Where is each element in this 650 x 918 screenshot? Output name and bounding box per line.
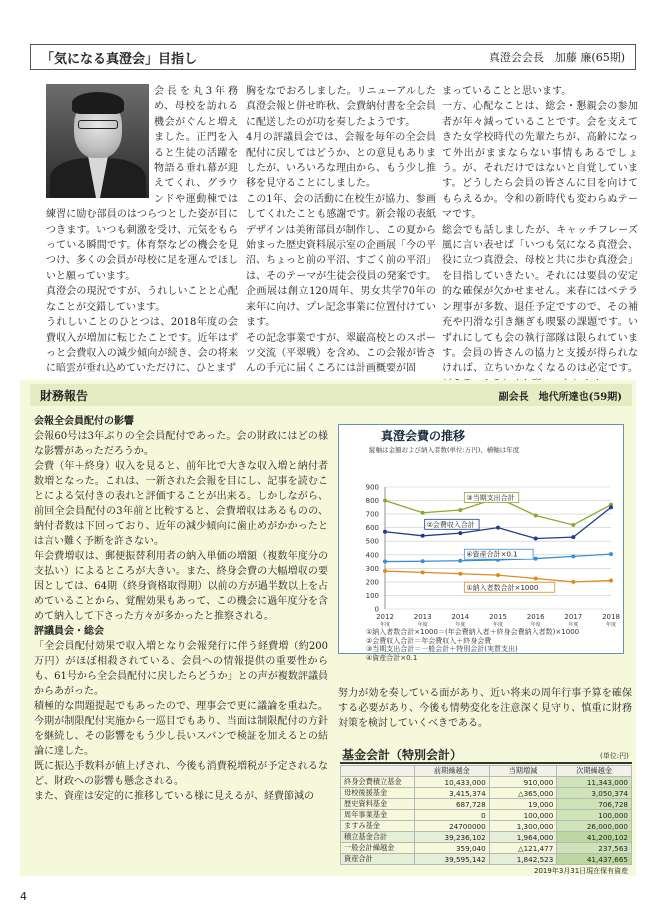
paragraph: 会費（年＋終身）収入を見ると、前年比で大きな収入増と納付者数増となった。これは、一新された会報を目にし、記事を読むことによる気付きの表れと評価することが出来る。しかしながら、前回全会員配付の3年前と比較すると、会費増収はあるものの、納付者数は下回っており、近年の減少傾向に歯止めがかかったとは言い難く予断を許さない。 (34, 461, 328, 547)
table-row (341, 843, 632, 854)
x-tick-label: 年度 (530, 622, 541, 628)
finance-subheading: 会報全会員配付の影響 (34, 416, 134, 427)
table-cell: 237,563 (557, 843, 632, 854)
y-tick-label: 200 (365, 578, 379, 587)
table-cell: 3,050,374 (557, 788, 632, 799)
series-label: ④資産合計×0.1 (466, 550, 518, 559)
paragraph: 積極的な問題提起でもあったので、理事会で更に議論を重ねた。今期が制限配付実施から一巡目でもあり、当面は制限配付の方針を継続し、その影響をもう少し長いスパンで検証を加えるとの結論に達した。 (34, 701, 328, 757)
table-cell: 39,236,102 (415, 832, 490, 843)
article-header (30, 44, 636, 70)
data-point (534, 537, 538, 541)
x-tick-label: 2018 (602, 613, 620, 621)
paragraph: 4月の評議員会では、会報を毎年の全会員配付に戻してはどうか、との意見もありましたが、いろいろな理由から、もう少し推移を見守ることにしました。 (246, 132, 436, 190)
table-header: 次期繰越金 (557, 766, 632, 777)
table-cell: 687,728 (415, 799, 490, 810)
data-point (496, 573, 500, 577)
chart-svg (339, 425, 625, 655)
finance-right-text: 努力が効を奏している面があり、近い将来の周年行事予算を確保する必要があり、今後も情勢変化を注意深く見守り、慎重に財務対策を検討していくべきである。 (338, 688, 632, 729)
table-row (341, 777, 632, 788)
data-point (421, 534, 425, 538)
y-tick-label: 600 (365, 524, 379, 533)
data-point (383, 499, 387, 503)
table-row (341, 788, 632, 799)
table-row (341, 799, 632, 810)
table-cell: 100,000 (489, 810, 557, 821)
finance-header (30, 384, 632, 406)
finance-author: 副会長 地代所達也(59期) (498, 391, 622, 403)
x-tick-label: 年度 (568, 622, 579, 628)
table-row-label: ますみ基金 (341, 821, 415, 832)
paragraph: 一方、心配なことは、総会・懇親会の参加者が年々減っていることです。会を支えてきた女学校時代の先輩たちが、高齢になって外出がままならない事情もあるでしょう。が、それだけではないと自覚しています。どうしたら会員の皆さんに目を向けてもらえるか。令和の新時代も変わらぬテーマです。 (442, 101, 638, 221)
table-cell: 1,842,523 (489, 854, 557, 865)
article-author: 真澄会会長 加藤 廉(65期) (488, 51, 625, 64)
page-number: 4 (20, 890, 27, 903)
table-row (341, 821, 632, 832)
finance-left-column (34, 414, 328, 804)
table-row-label: 積立基金合計 (341, 832, 415, 843)
table-row-label: 一般会計繰越金 (341, 843, 415, 854)
fee-trend-chart (338, 424, 624, 654)
chart-subtitle: 縦軸は金額および納入者数(単位:万円)、横軸は年度 (369, 446, 520, 454)
data-point (609, 579, 613, 583)
paragraph: 真澄会の現況ですが、うれしいことと心配なことが交錯しています。 (46, 286, 238, 313)
y-tick-label: 100 (365, 591, 379, 600)
table-cell: 910,000 (489, 777, 557, 788)
x-tick-label: 2012 (376, 613, 394, 621)
table-row-label: 資産合計 (341, 854, 415, 865)
finance-subheading: 評議員会・総会 (34, 626, 104, 637)
data-point (534, 513, 538, 517)
fund-table-title: 基金会計（特別会計） (342, 748, 463, 762)
paragraph: うれしいことのひとつは、2018年度の会費収入が増加に転じたことです。近年はずっと会費収入の減少傾向が続き、会の将来に暗雲が垂れ込めていただけに、ひとまず (46, 317, 238, 375)
data-point (534, 557, 538, 561)
y-tick-label: 400 (365, 551, 379, 560)
table-row-label: 母校後援基金 (341, 788, 415, 799)
data-point (458, 508, 462, 512)
data-point (571, 554, 575, 558)
table-header: 当期増減 (489, 766, 557, 777)
data-point (571, 535, 575, 539)
finance-title: 財務報告 (40, 388, 89, 403)
table-row-label: 周年事業基金 (341, 810, 415, 821)
table-cell: 26,000,000 (557, 821, 632, 832)
table-row-label: 歴史資料基金 (341, 799, 415, 810)
table-cell: 706,728 (557, 799, 632, 810)
fund-table-unit: (単位:円) (600, 752, 629, 760)
table-cell: 41,437,665 (557, 854, 632, 865)
paragraph: 既に振込手数料が値上げされ、今後も消費税増税が予定されるなど、財政への影響も懸念される。 (34, 761, 328, 787)
paragraph: その記念事業ですが、翠巌高校とのスポーツ交流（平翠戦）を含め、この会報が皆さんの手元に届くころには計画概要が固 (246, 332, 436, 375)
x-tick-label: 2015 (489, 613, 507, 621)
x-tick-label: 2016 (526, 613, 545, 621)
x-tick-label: 2017 (564, 613, 583, 621)
table-row (341, 810, 632, 821)
chart-note: ④資産合計×0.1 (366, 653, 418, 662)
data-point (571, 580, 575, 584)
data-point (458, 531, 462, 535)
x-tick-label: 年度 (455, 622, 466, 628)
y-tick-label: 700 (365, 510, 379, 519)
data-point (421, 559, 425, 563)
table-cell: 19,000 (489, 799, 557, 810)
data-point (383, 569, 387, 573)
chart-notes (366, 628, 579, 662)
chart-note: ③当期支出合計＝一般会計＋特別会計(実質支出) (366, 645, 518, 654)
chart-note: ①納入者数合計×1000＝(年会費納入者＋終身会費納入者数)×1000 (366, 628, 580, 636)
article-column-1 (46, 84, 238, 377)
table-row-label: 終身会費積立基金 (341, 777, 415, 788)
x-tick-label: 年度 (605, 622, 617, 628)
x-tick-label: 年度 (417, 622, 428, 628)
table-cell: 1,964,000 (489, 832, 557, 843)
y-tick-label: 0 (374, 605, 379, 614)
table-cell: 0 (415, 810, 490, 821)
paragraph: 総会でも話しましたが、キャッチフレーズ風に言い表せば「いつも気になる真澄会、役に立つ真澄会、母校と共に歩む真澄会」を目指していきたい。それには要員の安定的な確保が欠かせません。来春にはベテラン理事が多数、退任予定ですので、その補充や円滑な引き継ぎも喫緊の課題です。いずれにしても会の執行部隊は限られています。会員の皆さんの協力と支援が得られなければ、立ちいかなくなるのは必定です。 (442, 224, 638, 375)
table-cell: 3,415,374 (415, 788, 490, 799)
y-tick-label: 800 (365, 497, 379, 506)
table-cell: 1,300,000 (489, 821, 557, 832)
y-tick-label: 300 (365, 564, 379, 573)
data-point (383, 560, 387, 564)
series-label: ①納入者数合計×1000 (466, 583, 539, 592)
paragraph: 年会費増収は、郵便振替利用者の納入単価の増額（複数年度分の支払い）によるところが大きい。また、終身会費の大幅増収の要因としては、64期（終身資格取得期）以前の方が過半数以上を占めていることから、覚醒効果もあって、この機会に過年度分を含めて納入して下さった方々が多かったと推察される。 (34, 551, 328, 622)
article-title: 「気になる真澄会」目指し (41, 51, 198, 67)
table-cell: 11,343,000 (557, 777, 632, 788)
data-point (421, 511, 425, 515)
data-point (421, 570, 425, 574)
x-tick-label: 年度 (379, 622, 391, 628)
table-cell: 41,200,102 (557, 832, 632, 843)
table-cell: △365,000 (489, 788, 557, 799)
paragraph: まっていることと思います。 (442, 86, 572, 97)
data-point (534, 577, 538, 581)
x-tick-label: 2013 (413, 613, 432, 621)
data-point (458, 559, 462, 563)
table-row (341, 854, 632, 865)
paragraph: 会長を丸3年務め、母校を訪れる機会がぐんと増えました。正門を入ると生徒の活躍を物語る垂れ幕が迎えてくれ、グラウンドや運動棟では練習に励む部員のはつらつとした姿が目につきます。いつも刺激を受け、元気をもらっている瞬間です。体育祭などの機会を見つけ、多くの会員が母校に足を運んでほしいと願っています。 (46, 86, 238, 282)
table-cell: 359,040 (415, 843, 490, 854)
chart-title: 真澄会費の推移 (381, 429, 466, 443)
table-cell: 100,000 (557, 810, 632, 821)
paragraph: この1年、会の活動に在校生が協力、参画してくれたことも感謝です。新会報の表紙デザインは美術部員が制作し、この夏から始まった歴史資料展示室の企画展「今の平沼、ちょっと前の平沼、すごく前の平沼」は、そのテーマが生徒会役員の発案です。企画展は創立120周年、男女共学70年の来年に向け、プレ記念事業に位置付けています。 (246, 193, 436, 329)
series-label: ②会費収入合計 (426, 520, 475, 529)
data-point (458, 572, 462, 576)
data-point (609, 505, 613, 509)
fund-table (340, 765, 632, 865)
table-header: 前期繰越金 (415, 766, 490, 777)
table-cell: 10,433,000 (415, 777, 490, 788)
x-tick-label: 2014 (451, 613, 470, 621)
series-label: ③当期支出合計 (466, 494, 515, 503)
y-tick-label: 900 (365, 483, 379, 492)
table-header (341, 766, 415, 777)
table-cell: 39,595,142 (415, 854, 490, 865)
paragraph: 胸をなでおろしました。リニューアルした真澄会報と併せ昨秋、会費納付書を全会員に配送したのが功を奏したようです。 (246, 86, 436, 128)
data-point (571, 523, 575, 527)
table-cell: △121,477 (489, 843, 557, 854)
chart-note: ②会費収入合計＝年会費収入＋終身会費 (366, 636, 492, 645)
fund-date-note: 2019年3月31日現在保有資産 (534, 867, 629, 875)
paragraph: また、資産は安定的に推移している様に見えるが、経費節減の (34, 791, 314, 802)
data-point (496, 526, 500, 530)
paragraph: 会報60号は3年ぶりの全会員配付であった。会の財政にはどの様な影響があっただろうか。 (34, 431, 328, 457)
article-column-3 (442, 84, 638, 392)
article-column-2 (246, 84, 436, 377)
y-tick-label: 500 (365, 537, 379, 546)
divider (340, 762, 632, 764)
table-row (341, 832, 632, 843)
table-cell: 24700000 (415, 821, 490, 832)
x-tick-label: 年度 (492, 622, 504, 628)
paragraph: 「全会員配付効果で収入増となり会報発行に伴う経費増（約200万円）がほぼ相殺されている、会員への情報提供の重要性からも、61号から全会員配付に戻したらどうか」との声が複数評議員からあがった。 (34, 641, 328, 697)
data-point (609, 552, 613, 556)
data-point (383, 530, 387, 534)
